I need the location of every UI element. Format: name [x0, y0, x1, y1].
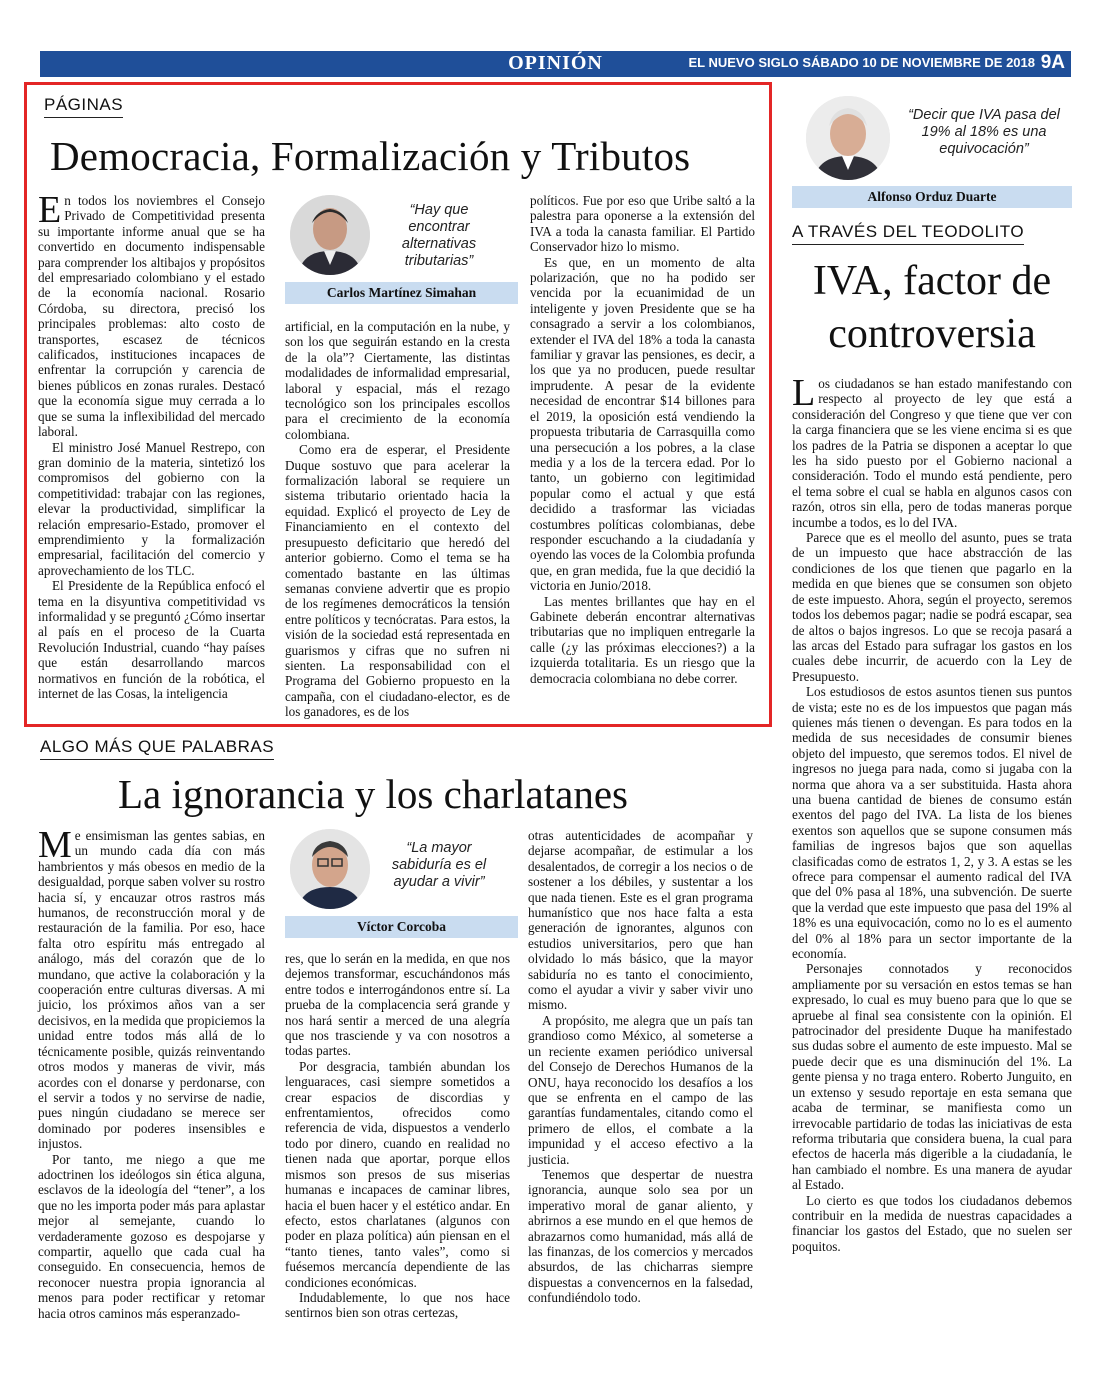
- paragraph: res, que lo serán en la medida, en que nos dejemos transformar, escuchándonos más entre todos e interrogándonos entre sí. La prueba de la complacencia será grande y nos hará sentir a merced de una alegría que nos trasciende y va con nosotros a todas partes.: [285, 951, 510, 1059]
- article3-headline-line-1: IVA, factor de: [812, 258, 1052, 304]
- paragraph: políticos. Fue por eso que Uribe saltó a la palestra para oponerse a la extensión del IVA a toda la canasta familiar. El Partido Conservador hizo lo mismo.: [530, 193, 755, 255]
- paragraph: Como era de esperar, el Presidente Duque sostuvo que para acelerar la formalización laboral se requiere un sistema tributario orientado hacia la equidad. Explicó el proyecto de Ley de Financiamiento en el contexto del presupuesto deficitario que heredó del anterior gobierno. Como el tema se ha comentado bastante en las últimas semanas conviene advertir que es propio de los regímenes democráticos la tensión entre políticos y tecnócratas. Para estos, la visión de la sociedad está representada en guarismos y cifras que no sufren ni sienten. La responsabilidad con el Programa del Gobierno propuesto en la campaña, con el ciudadano-elector, es de los ganadores, es de los: [285, 442, 510, 720]
- article1-headline: Democracia, Formalización y Tributos: [50, 133, 691, 179]
- drop-cap: M: [38, 824, 72, 866]
- article1-kicker: PÁGINAS: [44, 95, 123, 118]
- section-header-bar: [40, 51, 1071, 77]
- section-title: OPINIÓN: [508, 52, 603, 74]
- author-portrait: [290, 829, 370, 909]
- paragraph: Lo cierto es que todos los ciudadanos debemos contribuir en la medida de nuestras capacidades a financiar los gastos del Estado, que no suelen ser poquitos.: [792, 1192, 1072, 1254]
- article1-column-1: [38, 189, 265, 701]
- author-name: Alfonso Orduz Duarte: [792, 186, 1072, 208]
- paragraph: os ciudadanos se han estado manifestando con respecto al proyecto de ley que está a consideración del Congreso y que tiene que ver con la carga financiera que se les viene encima si es que los padres de la Patria se disponen a aceptar lo que les ha sido puesto por el Gobierno nacional a consideración. Todo el mundo está pendiente, pero el tema sobre el cual se habla en algunos casos con razón, otros sin ella, pero de todas maneras porque incumbe a todos, es lo del IVA.: [792, 376, 1072, 530]
- drop-cap: L: [792, 372, 816, 414]
- paragraph: A propósito, me alegra que un país tan grandioso como México, al someterse a un reciente examen periódico universal del Consejo de Derechos Humanos de la ONU, haya reconocido los desafíos a los que se enfrenta en el campo de las garantías fundamentales, citando como el primero de ellos, el combate a la impunidad y el acceso efectivo a la justicia.: [528, 1012, 753, 1167]
- paragraph: El ministro José Manuel Restrepo, con gran dominio de la materia, sintetizó los compromisos del gobierno con la competitividad: trabajar con las regiones, elevar la productividad, simplificar la relación empresario-Estado, promover el emprendimiento y la formalización empresarial, facilitación del comercio y aprovechamiento de los TLC.: [38, 439, 265, 578]
- paragraph: Es que, en un momento de alta polarización, que no ha podido ser vencida por la ecuanimidad de un inteligente y joven Presidente que se ha consagrado a servir a los colombianos, extender el IVA del 18% a toda la canasta familiar y gravar las pensiones, es decir, a los que ya no producen, puede resultar imprudente. A pesar de la evidente necesidad de encontrar $14 billones para el 2019, la oposición está vendiendo la propuesta tributaria de Carrasquilla como una persecución a los pobres, a la clase media y a los de la tercera edad. Por lo tanto, un gobierno con legitimidad popular como el actual y que está decidido a trasformar las viciadas costumbres políticas colombianas, debe responder escuchando a la ciudadanía y oyendo las voces de la Colombia profunda que, en gran medida, fue la que decidió la victoria en Junio/2018.: [530, 254, 755, 594]
- article3-headline-line-2: controversia: [828, 311, 1036, 357]
- paragraph: Personajes connotados y reconocidos ampliamente por su versación en estos temas se han expresado, lo cual es muy bueno para que lo que se apruebe al final sea consistente con la opinión. El patrocinador del presidente Duque ha manifestado sus dudas sobre el aumento de este impuesto. Mal se puede decir que es una disminución del 1%. La gente piensa y no traga entero. Roberto Junguito, en un extenso y sesudo reportaje en esta semana que acaba de terminar, se manifiesta como un irrevocable partidario de todas las iniciativas de esta reforma tributaria que considera buena, la cual para efectos de hacerla más digerible a la ciudadanía, le han cambiado el nombre. Es una manera de ayudar al Estado.: [792, 961, 1072, 1193]
- article2-headline: La ignorancia y los charlatanes: [118, 771, 628, 817]
- pull-quote: “Hay que encontrar alternativas tributarias”: [401, 202, 477, 269]
- paragraph: Por tanto, me niego a que me adoctrinen los ideólogos sin ética alguna, esclavos de la ideología del “tener”, a los que no les importa poder más para aplastar mejor al semejante, cuando lo verdaderamente gozoso es despojarse y compartir, aquello que cada cual ha conseguido. En consecuencia, hemos de reconocer nuestra propia ignorancia al menos para poder rectificar y retomar hacia otros caminos más esperanzado-: [38, 1151, 265, 1321]
- page-number: 9A: [1040, 52, 1065, 73]
- paragraph: Los estudiosos de estos asuntos tienen sus puntos de vista; este no es de los impuestos que pagan más quienes más tienen o devengan. Es para todos en la medida de sus necesidades de consumir bienes objeto del impuesto, que seremos todos. El nivel de ingresos no juega para nada, como si jugaba con la norma que ahora va a ser substituida. Hasta ahora una buena cantidad de bienes de consumo están exentos del pago del IVA. La lista de los bienes exentos son aquellos que se supone consumen más familias de ingresos bajos que son aquellas clasificadas como de estratos 1, 2, y 3. A estas se les ofrece para compensar el aumento radical del IVA que del 0% pasa al 18%, una subvención. De suerte que la verdad que este impuesto que pasa del 19% al 18% es una equivocación, como no lo es el aumento del 0% al 18% para un sector importante de la economía.: [792, 684, 1072, 962]
- article2-column-1: [38, 824, 265, 1321]
- article1-author-box: [285, 192, 518, 304]
- article1-column-2: [285, 319, 510, 720]
- author-name: Víctor Corcoba: [285, 916, 518, 938]
- paragraph: Por desgracia, también abundan los lenguaraces, casi siempre sometidos a crear espacios de discordias y enfrentamientos, ofrecidos como referencia de vida, dispuestos a venderlo todo por dinero, cuando en realidad no tienen nada que aportar, porque ellos mismos son presos de sus miserias humanas e incapaces de caminar libres, hacia el buen hacer y el estético andar. En efecto, estos charlatanes (algunos con poder en plaza política) aún piensan en el “tanto tienes, tanto vales”, como si fuésemos mercancía dependiente de las condiciones económicas.: [285, 1058, 510, 1290]
- author-portrait: [290, 195, 370, 275]
- paragraph: Tenemos que despertar de nuestra ignorancia, aunque solo sea por un imperativo moral de ganar aliento, y abrirnos a ese mundo en el que hemos de abrazarnos como humanidad, más allá de las finanzas, de los comercios y mercados absurdos, de las chicharras siempre dispuestas a convencernos en la falsedad, confundiéndolo todo.: [528, 1166, 753, 1306]
- paragraph: e ensimisman las gentes sabias, en un mundo cada día con más hambrientos y más obesos en medio de la desigualdad, porque saben volver su rostro hacia sí, y encauzar otros rastros más humanos, de reconstrucción moral y de restauración de la familia. Por eso, hace falta otro espíritu más entregado al análogo, más del corazón que de lo mundano, que active la colaboración y la cooperación entre culturas diversas. A mi juicio, los próximos años van a ser decisivos, en la medida que propiciemos la unidad entre todos más allá de lo técnicamente posible, quizás reinventando otros modos y maneras de vivir, más acordes con el donarse y perdonarse, con el servir a todos y no servirse de nadie, pues ningún ciudadano se merece ser dominado por poderes insensibles e injustos.: [38, 828, 265, 1152]
- drop-cap: E: [38, 189, 62, 231]
- pull-quote: “La mayor sabiduría es el ayudar a vivir”: [391, 840, 487, 890]
- article2-author-box: [285, 826, 518, 938]
- article3-column: [792, 372, 1072, 1254]
- author-name: Carlos Martínez Simahan: [285, 282, 518, 304]
- paragraph: n todos los noviembres el Consejo Privado de Competitividad presenta su importante informe anual que se ha convertido en documento indispensable para comprender los altibajos y propósitos del empresariado colombiano y el estado de la economía nacional. Rosario Córdoba, su directora, precisó los principales problemas: alto costo de transportes, escasez de técnicos calificados, instituciones incapaces de enfrentar la corrupción y carencia de bienes públicos en zonas rurales. Destacó que la economía sigue muy cerrada a lo que se suma la inflexibilidad del mercado laboral.: [38, 193, 265, 440]
- article3-author-box: [792, 93, 1072, 208]
- article2-column-2: [285, 951, 510, 1321]
- author-portrait: [806, 96, 890, 180]
- paragraph: El Presidente de la República enfocó el tema en la disyuntiva competitividad vs informalidad y se preguntó ¿Cómo insertar al país en el proceso de la Cuarta Revolución Industrial, cuando “hay países que están desarrollando marcos normativos en función de la robótica, el internet de las Cosas, la inteligencia: [38, 578, 265, 701]
- paragraph: Las mentes brillantes que hay en el Gabinete deberán encontrar alternativas tributarias que no impliquen entregarle la calle (¿y las próximas elecciones?) a la izquierda totalitaria. Es un riesgo que la democracia colombiana no debe correr.: [530, 593, 755, 686]
- article2-column-3: [528, 828, 753, 1306]
- paragraph: otras autenticidades de acompañar y dejarse acompañar, de estimular a los desalentados, de corregir a los necios o de sostener a los débiles, y sustentar a los que nada tienen. Este es el gran programa humanístico que nos hace falta a esta generación de ignorantes, algunos con estudios universitarios, pero que han olvidado lo más básico, que la mayor sabiduría no es tanto el conocimiento, como el ayudar a vivir y saber vivir uno mismo.: [528, 828, 753, 1013]
- pull-quote: “Decir que IVA pasa del 19% al 18% es una equivocación”: [908, 107, 1060, 157]
- paragraph: Indudablemente, lo que nos hace sentirnos bien son otras certezas,: [285, 1289, 510, 1321]
- article2-kicker: ALGO MÁS QUE PALABRAS: [40, 737, 274, 760]
- article1-column-3: [530, 193, 755, 686]
- publication-dateline: EL NUEVO SIGLO SÁBADO 10 DE NOVIEMBRE DE 2018: [688, 55, 1035, 70]
- paragraph: Parece que es el meollo del asunto, pues se trata de un impuesto que hace abstracción de las condiciones de los que tienen que pagarlo en la medida en que bienes que se consumen son objeto de este impuesto. Ahora, según el proyecto, seremos todos los debemos pagar; nadie se podrá escapar, sea de altos o bajos ingresos. Lo que se recoja pasará a las arcas del Estado para sufragar los gastos en los cuales debe incurrir, de acuerdo con la Ley de Presupuesto.: [792, 530, 1072, 684]
- article3-kicker: A TRAVÉS DEL TEODOLITO: [792, 222, 1024, 245]
- paragraph: artificial, en la computación en la nube, y son los que seguirán estando en la cresta de la ola”? Ciertamente, las distintas modalidades de informalidad empresarial, laboral y espacial, más el rezago tecnológico son los principales escollos para el crecimiento de la economía colombiana.: [285, 319, 510, 442]
